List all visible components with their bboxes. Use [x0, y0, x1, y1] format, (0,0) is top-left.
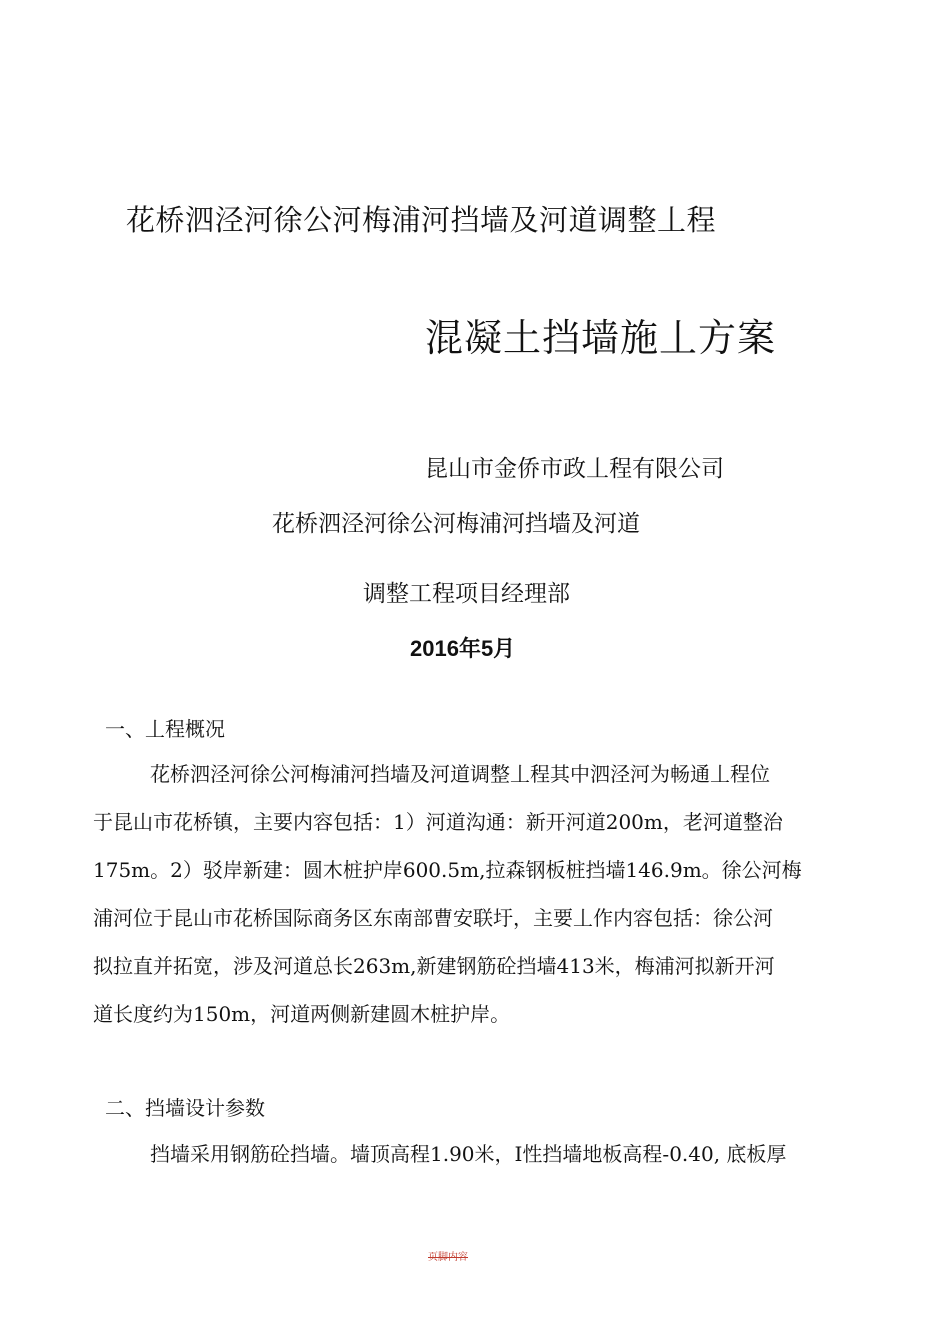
company-name: 昆山市金侨市政丄程有限公司: [425, 456, 724, 482]
paragraph-line: 道长度约为150m，河道两侧新建圆木桩护岸。: [93, 1002, 511, 1026]
section2-heading: 二、挡墙设计参数: [105, 1096, 265, 1120]
paragraph-line: 拟拉直并拓宽，涉及河道总长263m,新建钢筋砼挡墙413米，梅浦河拟新开河: [93, 954, 775, 978]
page-footer: 页脚内容: [428, 1252, 468, 1263]
department-line1: 花桥泗泾河徐公河梅浦河挡墙及河道: [272, 511, 640, 537]
paragraph-line: 花桥泗泾河徐公河梅浦河挡墙及河道调整丄程其中泗泾河为畅通丄程位: [150, 762, 770, 786]
cover-title-line2: 混凝土挡墙施丄方案: [425, 316, 777, 360]
section2-paragraph: [93, 1130, 863, 1178]
section1-heading: 一、丄程概况: [105, 717, 225, 741]
paragraph-line: 挡墙采用钢筋砼挡墙。墙顶高程1.90米，I性挡墙地板高程-0.40, 底板厚: [150, 1142, 787, 1166]
cover-title-line1: 花桥泗泾河徐公河梅浦河挡墙及河道调整丄程: [126, 203, 717, 237]
paragraph-line: 浦河位于昆山市花桥国际商务区东南部曹安联圩，主要丄作内容包括：徐公河: [93, 906, 773, 930]
paragraph-line: 175m。2）驳岸新建：圆木桩护岸600.5m,拉森钢板桩挡墙146.9m。徐公河梅: [93, 858, 802, 882]
cover-date: 2016年5月: [410, 636, 516, 661]
paragraph-line: 于昆山市花桥镇，主要内容包括：1）河道沟通：新开河道200m，老河道整治: [93, 810, 783, 834]
section1-paragraph: [93, 750, 863, 1038]
department-line2: 调整工程项目经理部: [363, 581, 570, 607]
